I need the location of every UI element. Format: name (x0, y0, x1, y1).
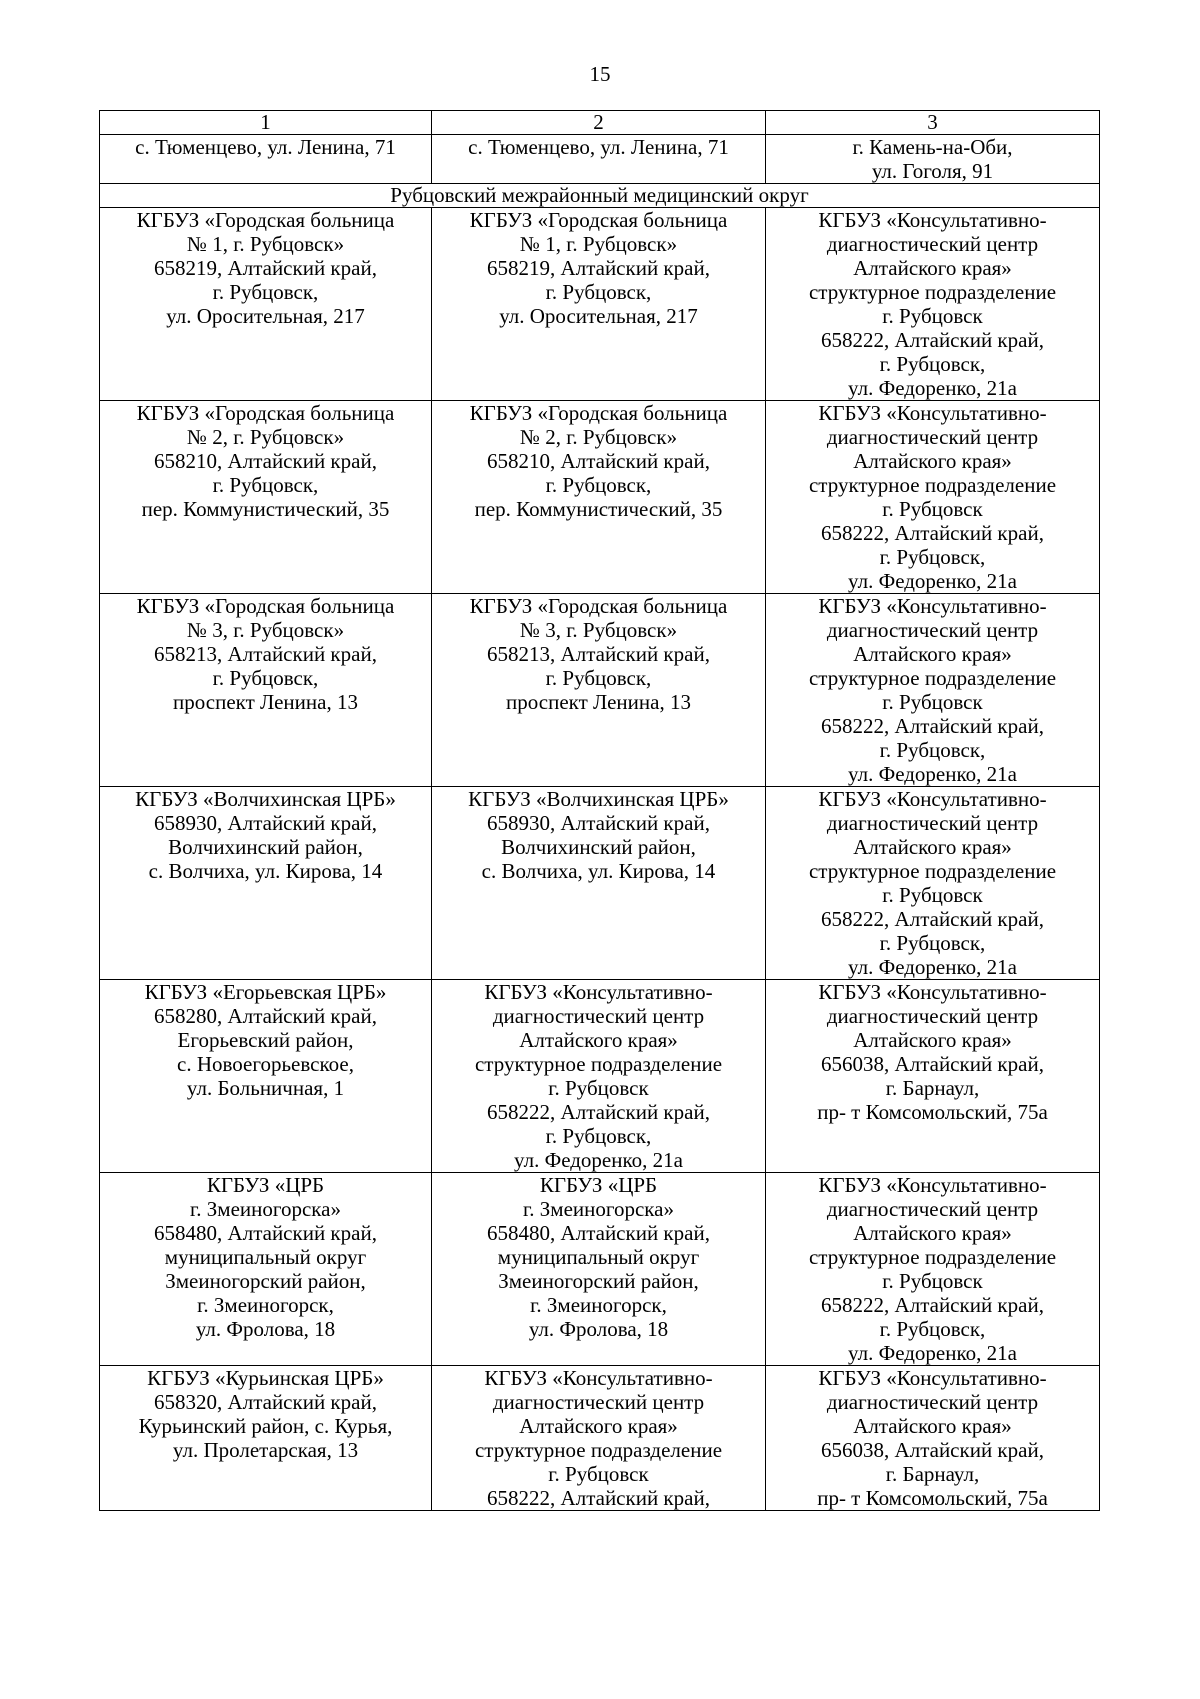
cell-line: диагностический центр (826, 811, 1039, 835)
cell-line: Алтайского края» (853, 642, 1012, 666)
cell-line: ул. Фролова, 18 (195, 1317, 336, 1341)
cell-line: КГБУЗ «Консультативно- (484, 980, 713, 1004)
cell-line: КГБУЗ «Егорьевская ЦРБ» (144, 980, 387, 1004)
table-cell-col-2 (432, 208, 766, 401)
cell-line: № 3, г. Рубцовск» (186, 618, 345, 642)
cell-line: ул. Федоренко, 21а (848, 1341, 1017, 1365)
cell-line: КГБУЗ «Городская больница (136, 594, 395, 618)
cell-line: ул. Гоголя, 91 (871, 159, 994, 183)
cell-line: пр- т Комсомольский, 75а (817, 1100, 1048, 1124)
cell-line: г. Рубцовск, (212, 280, 319, 304)
cell-line: КГБУЗ «Консультативно- (818, 208, 1047, 232)
cell-line: 658210, Алтайский край, (487, 449, 710, 473)
cell-line: г. Рубцовск (882, 883, 983, 907)
cell-line: № 1, г. Рубцовск» (186, 232, 345, 256)
column-header-2: 2 (432, 111, 766, 135)
cell-line: КГБУЗ «Курьинская ЦРБ» (147, 1366, 384, 1390)
cell-line: КГБУЗ «Городская больница (469, 208, 728, 232)
cell-line: Егорьевский район, (177, 1028, 354, 1052)
table-cell-col-1 (100, 135, 432, 184)
cell-line: 658930, Алтайский край, (487, 811, 710, 835)
cell-line: КГБУЗ «Консультативно- (484, 1366, 713, 1390)
cell-line: пер. Коммунистический, 35 (474, 497, 723, 521)
cell-line: г. Рубцовск (548, 1076, 649, 1100)
cell-line: № 2, г. Рубцовск» (519, 425, 678, 449)
cell-line: ул. Федоренко, 21а (848, 955, 1017, 979)
cell-line: Алтайского края» (853, 256, 1012, 280)
cell-line: диагностический центр (826, 1197, 1039, 1221)
cell-line: 658213, Алтайский край, (487, 642, 710, 666)
cell-line: диагностический центр (826, 1004, 1039, 1028)
table-row (100, 787, 1100, 980)
cell-line: г. Рубцовск, (545, 280, 652, 304)
cell-line: КГБУЗ «ЦРБ (539, 1173, 658, 1197)
cell-line: структурное подразделение (474, 1052, 723, 1076)
cell-line: структурное подразделение (808, 859, 1057, 883)
cell-line: 658222, Алтайский край, (821, 521, 1044, 545)
cell-line: Алтайского края» (853, 835, 1012, 859)
cell-line: 656038, Алтайский край, (821, 1052, 1044, 1076)
cell-line: г. Рубцовск, (212, 473, 319, 497)
cell-line: КГБУЗ «Городская больница (136, 208, 395, 232)
table-cell-col-1 (100, 594, 432, 787)
cell-line: № 1, г. Рубцовск» (519, 232, 678, 256)
cell-line: структурное подразделение (808, 473, 1057, 497)
cell-line: диагностический центр (492, 1390, 705, 1414)
column-header-1: 1 (100, 111, 432, 135)
cell-line: г. Рубцовск, (879, 352, 986, 376)
cell-line: 658480, Алтайский край, (154, 1221, 377, 1245)
cell-line: Алтайского края» (853, 1028, 1012, 1052)
cell-line: г. Змеиногорск, (530, 1293, 667, 1317)
cell-line: Волчихинский район, (501, 835, 696, 859)
cell-line: КГБУЗ «ЦРБ (206, 1173, 325, 1197)
table-cell-col-1 (100, 208, 432, 401)
table-row (100, 208, 1100, 401)
cell-line: № 2, г. Рубцовск» (186, 425, 345, 449)
cell-line: муниципальный округ (497, 1245, 700, 1269)
cell-line: КГБУЗ «Волчихинская ЦРБ» (468, 787, 729, 811)
cell-line: Змеиногорский район, (498, 1269, 699, 1293)
district-row (100, 184, 1100, 208)
cell-line: 658930, Алтайский край, (154, 811, 377, 835)
cell-line: структурное подразделение (474, 1438, 723, 1462)
cell-line: пр- т Комсомольский, 75а (817, 1486, 1048, 1510)
table-cell-col-1 (100, 787, 432, 980)
cell-line: г. Рубцовск (882, 497, 983, 521)
cell-line: г. Рубцовск, (879, 545, 986, 569)
cell-line: структурное подразделение (808, 280, 1057, 304)
cell-line: 658219, Алтайский край, (154, 256, 377, 280)
table-cell-col-1 (100, 401, 432, 594)
cell-line: г. Рубцовск, (879, 1317, 986, 1341)
cell-line: КГБУЗ «Городская больница (469, 401, 728, 425)
cell-line: г. Рубцовск, (545, 473, 652, 497)
cell-line: муниципальный округ (164, 1245, 367, 1269)
cell-line: г. Рубцовск (548, 1462, 649, 1486)
table-cell-col-3 (766, 980, 1100, 1173)
cell-line: г. Барнаул, (885, 1462, 980, 1486)
cell-line: 658480, Алтайский край, (487, 1221, 710, 1245)
column-header-3: 3 (766, 111, 1100, 135)
table-header-row (100, 111, 1100, 135)
cell-line: структурное подразделение (808, 666, 1057, 690)
cell-line: г. Камень-на-Оби, (852, 135, 1013, 159)
table-cell-col-2 (432, 401, 766, 594)
table-cell-col-3 (766, 594, 1100, 787)
cell-line: КГБУЗ «Консультативно- (818, 401, 1047, 425)
cell-line: ул. Федоренко, 21а (848, 762, 1017, 786)
cell-line: г. Рубцовск (882, 304, 983, 328)
table-row (100, 980, 1100, 1173)
cell-line: Змеиногорский район, (165, 1269, 366, 1293)
cell-line: диагностический центр (826, 1390, 1039, 1414)
table-cell-col-2 (432, 1366, 766, 1511)
cell-line: 656038, Алтайский край, (821, 1438, 1044, 1462)
cell-line: ул. Федоренко, 21а (514, 1148, 683, 1172)
cell-line: с. Волчиха, ул. Кирова, 14 (148, 859, 383, 883)
cell-line: диагностический центр (826, 425, 1039, 449)
cell-line: с. Волчиха, ул. Кирова, 14 (481, 859, 716, 883)
cell-line: 658219, Алтайский край, (487, 256, 710, 280)
page-number: 15 (589, 62, 611, 86)
cell-line: 658222, Алтайский край, (821, 714, 1044, 738)
cell-line: диагностический центр (826, 232, 1039, 256)
cell-line: КГБУЗ «Консультативно- (818, 787, 1047, 811)
cell-line: Алтайского края» (519, 1028, 678, 1052)
table-cell-col-2 (432, 787, 766, 980)
cell-line: г. Рубцовск (882, 690, 983, 714)
cell-line: 658210, Алтайский край, (154, 449, 377, 473)
cell-line: г. Рубцовск, (545, 1124, 652, 1148)
cell-line: 658213, Алтайский край, (154, 642, 377, 666)
cell-line: г. Змеиногорска» (523, 1197, 674, 1221)
cell-line: г. Рубцовск, (879, 931, 986, 955)
cell-line: Алтайского края» (853, 1414, 1012, 1438)
cell-line: диагностический центр (826, 618, 1039, 642)
cell-line: г. Рубцовск, (212, 666, 319, 690)
cell-line: проспект Ленина, 13 (173, 690, 358, 714)
cell-line: КГБУЗ «Волчихинская ЦРБ» (135, 787, 396, 811)
table-cell-col-1 (100, 1366, 432, 1511)
cell-line: г. Рубцовск, (545, 666, 652, 690)
cell-line: г. Рубцовск, (879, 738, 986, 762)
table-row (100, 1366, 1100, 1511)
cell-line: КГБУЗ «Консультативно- (818, 980, 1047, 1004)
district-title: Рубцовский межрайонный медицинский округ (100, 184, 1100, 208)
cell-line: проспект Ленина, 13 (506, 690, 691, 714)
cell-line: 658222, Алтайский край, (487, 1486, 710, 1510)
cell-line: с. Тюменцево, ул. Ленина, 71 (468, 135, 729, 159)
cell-line: 658320, Алтайский край, (154, 1390, 377, 1414)
table-cell-col-2 (432, 135, 766, 184)
cell-line: 658222, Алтайский край, (821, 1293, 1044, 1317)
table-cell-col-3 (766, 208, 1100, 401)
table-cell-col-3 (766, 1173, 1100, 1366)
table-cell-col-2 (432, 980, 766, 1173)
cell-line: КГБУЗ «Консультативно- (818, 594, 1047, 618)
table-cell-col-3 (766, 135, 1100, 184)
cell-line: ул. Оросительная, 217 (166, 304, 365, 328)
cell-line: с. Тюменцево, ул. Ленина, 71 (135, 135, 396, 159)
cell-line: структурное подразделение (808, 1245, 1057, 1269)
cell-line: КГБУЗ «Городская больница (469, 594, 728, 618)
cell-line: ул. Оросительная, 217 (499, 304, 698, 328)
cell-line: 658222, Алтайский край, (487, 1100, 710, 1124)
cell-line: г. Змеиногорска» (190, 1197, 341, 1221)
cell-line: Алтайского края» (853, 449, 1012, 473)
cell-line: ул. Пролетарская, 13 (172, 1438, 359, 1462)
cell-line: 658222, Алтайский край, (821, 328, 1044, 352)
cell-line: ул. Больничная, 1 (186, 1076, 345, 1100)
cell-line: Курьинский район, с. Курья, (138, 1414, 393, 1438)
cell-line: КГБУЗ «Городская больница (136, 401, 395, 425)
table-cell-col-1 (100, 1173, 432, 1366)
cell-line: 658280, Алтайский край, (154, 1004, 377, 1028)
cell-line: ул. Федоренко, 21а (848, 376, 1017, 400)
cell-line: КГБУЗ «Консультативно- (818, 1173, 1047, 1197)
cell-line: Алтайского края» (519, 1414, 678, 1438)
cell-line: ул. Фролова, 18 (528, 1317, 669, 1341)
table-cell-col-3 (766, 787, 1100, 980)
table-cell-col-2 (432, 594, 766, 787)
facilities-table (99, 110, 1100, 1511)
cell-line: г. Барнаул, (885, 1076, 980, 1100)
cell-line: г. Змеиногорск, (197, 1293, 334, 1317)
cell-line: с. Новоегорьевское, (177, 1052, 354, 1076)
cell-line: Алтайского края» (853, 1221, 1012, 1245)
table-cell-col-1 (100, 980, 432, 1173)
cell-line: 658222, Алтайский край, (821, 907, 1044, 931)
cell-line: диагностический центр (492, 1004, 705, 1028)
table-row (100, 594, 1100, 787)
table-row (100, 135, 1100, 184)
table-row (100, 1173, 1100, 1366)
cell-line: пер. Коммунистический, 35 (141, 497, 390, 521)
table-cell-col-2 (432, 1173, 766, 1366)
cell-line: КГБУЗ «Консультативно- (818, 1366, 1047, 1390)
cell-line: Волчихинский район, (168, 835, 363, 859)
table-row (100, 401, 1100, 594)
table-cell-col-3 (766, 401, 1100, 594)
cell-line: № 3, г. Рубцовск» (519, 618, 678, 642)
table-cell-col-3 (766, 1366, 1100, 1511)
cell-line: г. Рубцовск (882, 1269, 983, 1293)
cell-line: ул. Федоренко, 21а (848, 569, 1017, 593)
